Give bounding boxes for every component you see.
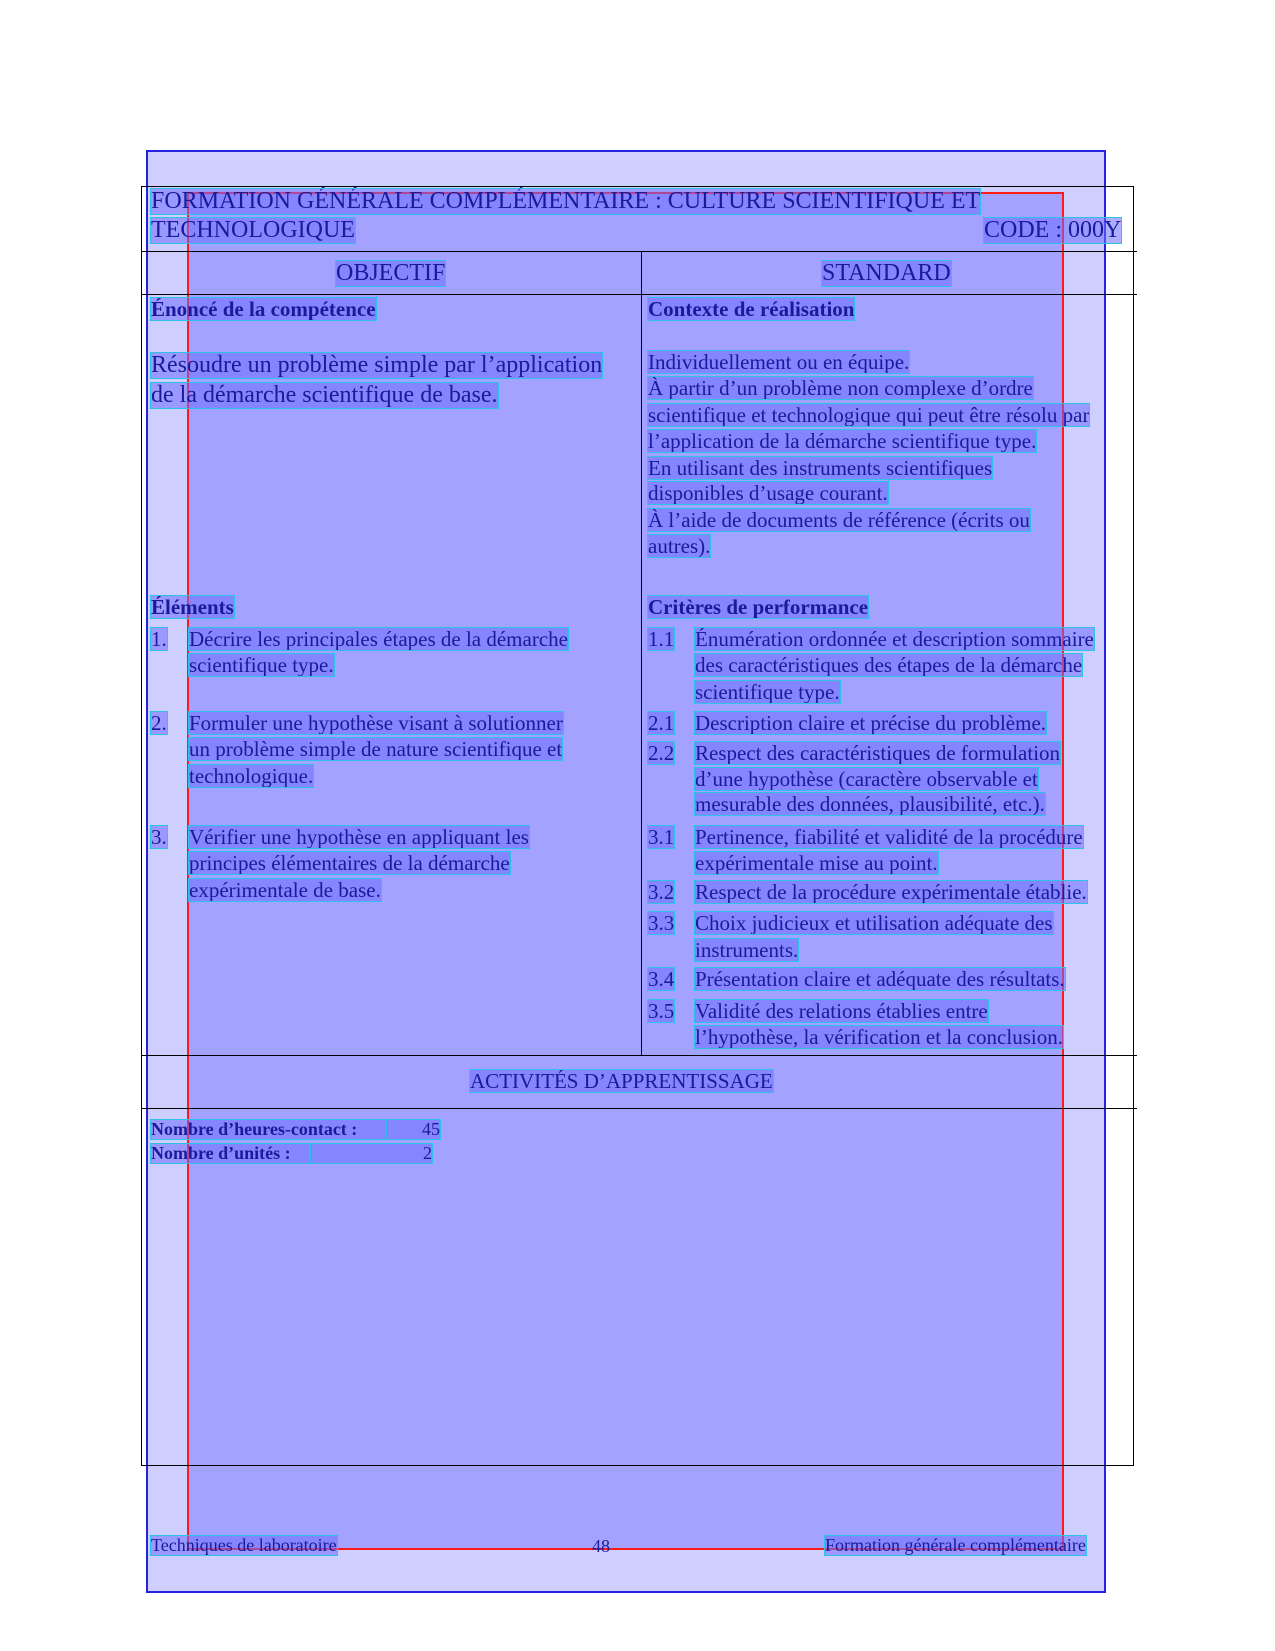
competence-line: Résoudre un problème simple par l’application xyxy=(151,352,603,378)
rule-activities-top xyxy=(141,1055,1137,1056)
critere-line: Respect de la procédure expérimentale établie. xyxy=(695,880,1087,904)
criteres-heading: Critères de performance xyxy=(648,595,869,619)
contexte-heading: Contexte de réalisation xyxy=(648,297,855,321)
critere-number: 3.2 xyxy=(648,880,675,904)
critere-line: Présentation claire et adéquate des résultats. xyxy=(695,967,1065,991)
element-line: Formuler une hypothèse visant à solutionner xyxy=(189,711,563,735)
footer-program: Techniques de laboratoire xyxy=(151,1535,337,1555)
objectif-header: OBJECTIF xyxy=(336,260,446,286)
element-line: expérimentale de base. xyxy=(189,878,381,902)
element-number: 3. xyxy=(151,825,167,849)
element-line: technologique. xyxy=(189,764,314,788)
critere-number: 2.2 xyxy=(648,741,675,765)
unites-label: Nombre d’unités : xyxy=(151,1144,311,1163)
contexte-line: scientifique et technologique qui peut être résolu par xyxy=(648,403,1090,427)
heures-contact-label: Nombre d’heures-contact : xyxy=(151,1120,387,1139)
course-code: CODE : 000Y xyxy=(984,217,1122,243)
critere-line: Description claire et précise du problème. xyxy=(695,711,1047,735)
critere-line: Respect des caractéristiques de formulation xyxy=(695,741,1061,765)
contexte-line: autres). xyxy=(648,534,711,558)
elements-heading: Éléments xyxy=(151,595,234,619)
contexte-line: Individuellement ou en équipe. xyxy=(648,350,910,374)
footer-section: Formation générale complémentaire xyxy=(825,1535,1086,1555)
critere-line: expérimentale mise au point. xyxy=(695,851,938,875)
critere-number: 3.4 xyxy=(648,967,675,991)
critere-line: des caractéristiques des étapes de la démarche xyxy=(695,653,1083,677)
competence-heading: Énoncé de la compétence xyxy=(151,297,376,321)
element-line: un problème simple de nature scientifique et xyxy=(189,737,563,761)
competence-line: de la démarche scientifique de base. xyxy=(151,382,498,408)
standard-header: STANDARD xyxy=(822,260,951,286)
title-line-2: TECHNOLOGIQUE xyxy=(151,217,355,243)
title-line-1: FORMATION GÉNÉRALE COMPLÉMENTAIRE : CULTURE SCIENTIFIQUE ET xyxy=(151,188,981,214)
critere-line: Validité des relations établies entre xyxy=(695,999,988,1023)
contexte-line: l’application de la démarche scientifique type. xyxy=(648,429,1037,453)
critere-number: 2.1 xyxy=(648,711,675,735)
critere-number: 1.1 xyxy=(648,627,675,651)
unites-value: 2 xyxy=(311,1144,432,1163)
critere-line: mesurable des données, plausibilité, etc.). xyxy=(695,792,1045,816)
element-line: Vérifier une hypothèse en appliquant les xyxy=(189,825,529,849)
contexte-line: disponibles d’usage courant. xyxy=(648,481,888,505)
page-number: 48 xyxy=(592,1536,610,1556)
critere-number: 3.5 xyxy=(648,999,675,1023)
rule-header xyxy=(141,251,1137,252)
element-line: scientifique type. xyxy=(189,653,334,677)
element-line: Décrire les principales étapes de la démarche xyxy=(189,627,568,651)
critere-line: scientifique type. xyxy=(695,680,840,704)
column-divider xyxy=(641,252,642,1055)
rule-activities-bottom xyxy=(141,1108,1137,1109)
critere-line: Choix judicieux et utilisation adéquate des xyxy=(695,911,1053,935)
critere-line: d’une hypothèse (caractère observable et xyxy=(695,767,1038,791)
critere-line: instruments. xyxy=(695,938,799,962)
element-number: 2. xyxy=(151,711,167,735)
contexte-line: En utilisant des instruments scientifiques xyxy=(648,456,993,480)
critere-line: Pertinence, fiabilité et validité de la procédure xyxy=(695,825,1083,849)
activites-heading: ACTIVITÉS D’APPRENTISSAGE xyxy=(470,1069,773,1093)
element-number: 1. xyxy=(151,627,167,651)
heures-contact-value: 45 xyxy=(387,1120,440,1139)
critere-line: Énumération ordonnée et description sommaire xyxy=(695,627,1094,651)
element-line: principes élémentaires de la démarche xyxy=(189,851,510,875)
rule-columns xyxy=(141,294,1137,295)
critere-number: 3.3 xyxy=(648,911,675,935)
contexte-line: À partir d’un problème non complexe d’ordre xyxy=(648,376,1033,400)
critere-number: 3.1 xyxy=(648,825,675,849)
contexte-line: À l’aide de documents de référence (écrits ou xyxy=(648,508,1030,532)
critere-line: l’hypothèse, la vérification et la conclusion. xyxy=(695,1025,1063,1049)
